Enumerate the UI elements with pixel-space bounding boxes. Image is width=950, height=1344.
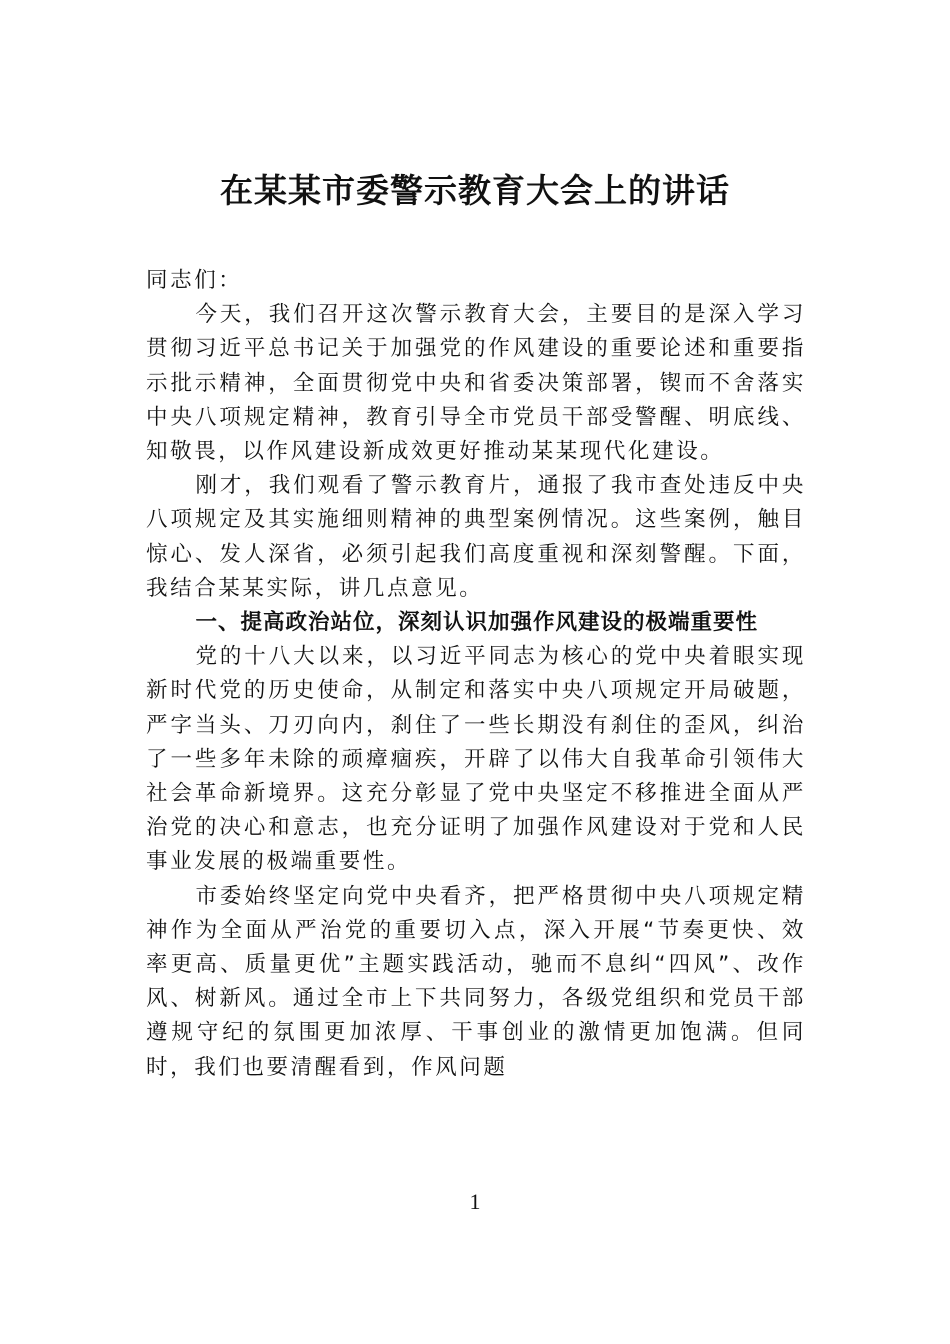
section-heading: 一、提高政治站位，深刻认识加强作风建设的极端重要性 (195, 610, 758, 636)
paragraph-section-1: 党的十八大以来，以习近平同志为核心的党中央着眼实现新时代党的历史使命，从制定和落实中央八项规定开局破题，严字当头、刀刃向内，刹住了一些长期没有刹住的歪风，纠治了一些多年未除的顽瘴痼疾，开辟了以伟大自我革命引领伟大社会革命新境界。这充分彰显了党中央坚定不移推进全面从严治党的决心和意志，也充分证明了加强作风建设对于党和人民事业发展的极端重要性。 (146, 644, 806, 875)
paragraph-section-2: 市委始终坚定向党中央看齐，把严格贯彻中央八项规定精神作为全面从严治党的重要切入点，深入开展“节奏更快、效率更高、质量更优”主题实践活动，驰而不息纠“四风”、改作风、树新风。通过全市上下共同努力，各级党组织和党员干部遵规守纪的氛围更加浓厚、干事创业的激情更加饱满。但同时，我们也要清醒看到，作风问题 (146, 883, 806, 1080)
page-number: 1 (469, 1189, 481, 1214)
document-body (146, 264, 806, 1085)
paragraph-context: 刚才，我们观看了警示教育片，通报了我市查处违反中央八项规定及其实施细则精神的典型案例情况。这些案例，触目惊心、发人深省，必须引起我们高度重视和深刻警醒。下面，我结合某某实际，讲几点意见。 (146, 473, 806, 601)
document-title: 在某某市委警示教育大会上的讲话 (220, 171, 730, 210)
paragraph-intro: 今天，我们召开这次警示教育大会，主要目的是深入学习贯彻习近平总书记关于加强党的作风建设的重要论述和重要指示批示精神，全面贯彻党中央和省委决策部署，锲而不舍落实中央八项规定精神，教育引导全市党员干部受警醒、明底线、知敬畏，以作风建设新成效更好推动某某现代化建设。 (146, 302, 806, 465)
salutation: 同志们： (146, 268, 243, 293)
